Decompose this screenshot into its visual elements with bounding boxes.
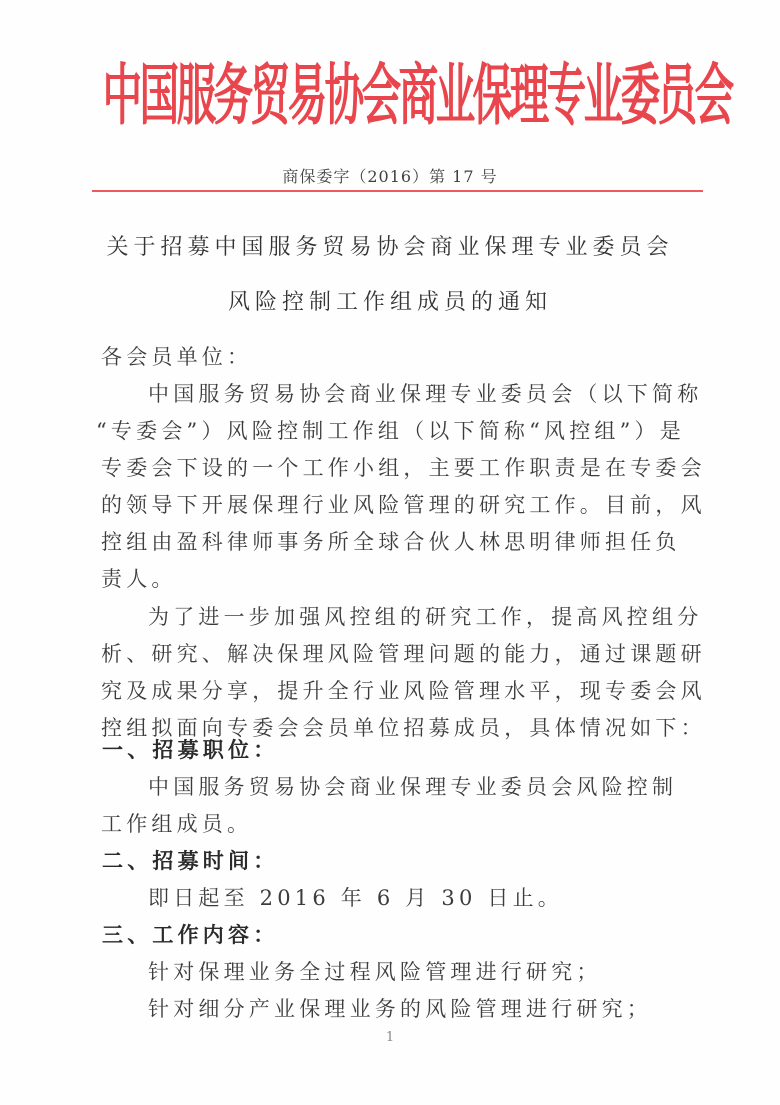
paragraph-1-line: 专委会下设的一个工作小组，主要工作职责是在专委会	[101, 456, 706, 480]
section-2-line: 即日起至 2016 年 6 月 30 日止。	[148, 886, 563, 910]
letterhead-glyph: 国	[139, 55, 180, 135]
letterhead-glyph: 贸	[250, 55, 291, 135]
letterhead-glyph: 务	[213, 55, 254, 135]
section-heading-work-content: 三、工作内容：	[102, 922, 279, 947]
notice-title-line-2: 风险控制工作组成员的通知	[227, 290, 552, 315]
letterhead-glyph: 中	[102, 55, 143, 135]
letterhead-title	[100, 55, 735, 135]
letterhead-glyph: 会	[361, 55, 402, 135]
paragraph-1-line: 控组由盈科律师事务所全球合伙人林思明律师担任负	[101, 530, 681, 554]
letterhead-glyph: 会	[694, 55, 735, 135]
section-heading-time: 二、招募时间：	[102, 848, 279, 873]
paragraph-2-line: 为了进一步加强风控组的研究工作，提高风控组分	[148, 605, 703, 629]
paragraph-2-line: 控组拟面向专委会会员单位招募成员，具体情况如下：	[101, 716, 706, 740]
letterhead-glyph: 委	[620, 55, 661, 135]
letterhead-glyph: 易	[287, 55, 328, 135]
letterhead-glyph: 保	[472, 55, 513, 135]
letterhead-glyph: 理	[509, 55, 550, 135]
document-number: 商保委字（2016）第 17 号	[282, 167, 498, 186]
section-heading-positions: 一、招募职位：	[102, 737, 279, 762]
page-number: 1	[385, 1030, 395, 1045]
paragraph-2-line: 析、研究、解决保理风险管理问题的能力，通过课题研	[101, 642, 706, 666]
paragraph-1-line: 中国服务贸易协会商业保理专业委员会（以下简称	[148, 382, 703, 406]
red-divider-line	[92, 190, 703, 192]
section-1-line: 工作组成员。	[101, 812, 253, 836]
section-3-line: 针对细分产业保理业务的风险管理进行研究；	[148, 997, 652, 1021]
section-1-line: 中国服务贸易协会商业保理专业委员会风险控制	[148, 775, 678, 799]
letterhead-glyph: 协	[324, 55, 365, 135]
letterhead-glyph: 服	[176, 55, 217, 135]
letterhead-glyph: 业	[435, 55, 476, 135]
paragraph-2-line: 究及成果分享，提升全行业风险管理水平，现专委会风	[101, 679, 706, 703]
salutation: 各会员单位：	[101, 345, 253, 369]
paragraph-1-line: 的领导下开展保理行业风险管理的研究工作。目前，风	[101, 493, 706, 517]
notice-title-line-1: 关于招募中国服务贸易协会商业保理专业委员会	[106, 235, 674, 260]
letterhead-glyph: 业	[583, 55, 624, 135]
section-3-line: 针对保理业务全过程风险管理进行研究；	[148, 960, 602, 984]
letterhead-glyph: 员	[657, 55, 698, 135]
letterhead-glyph: 专	[546, 55, 587, 135]
paragraph-1-line: 责人。	[101, 567, 177, 591]
letterhead-glyph: 商	[398, 55, 439, 135]
paragraph-1-line: “专委会”）风险控制工作组（以下简称“风控组”）是	[96, 419, 685, 443]
